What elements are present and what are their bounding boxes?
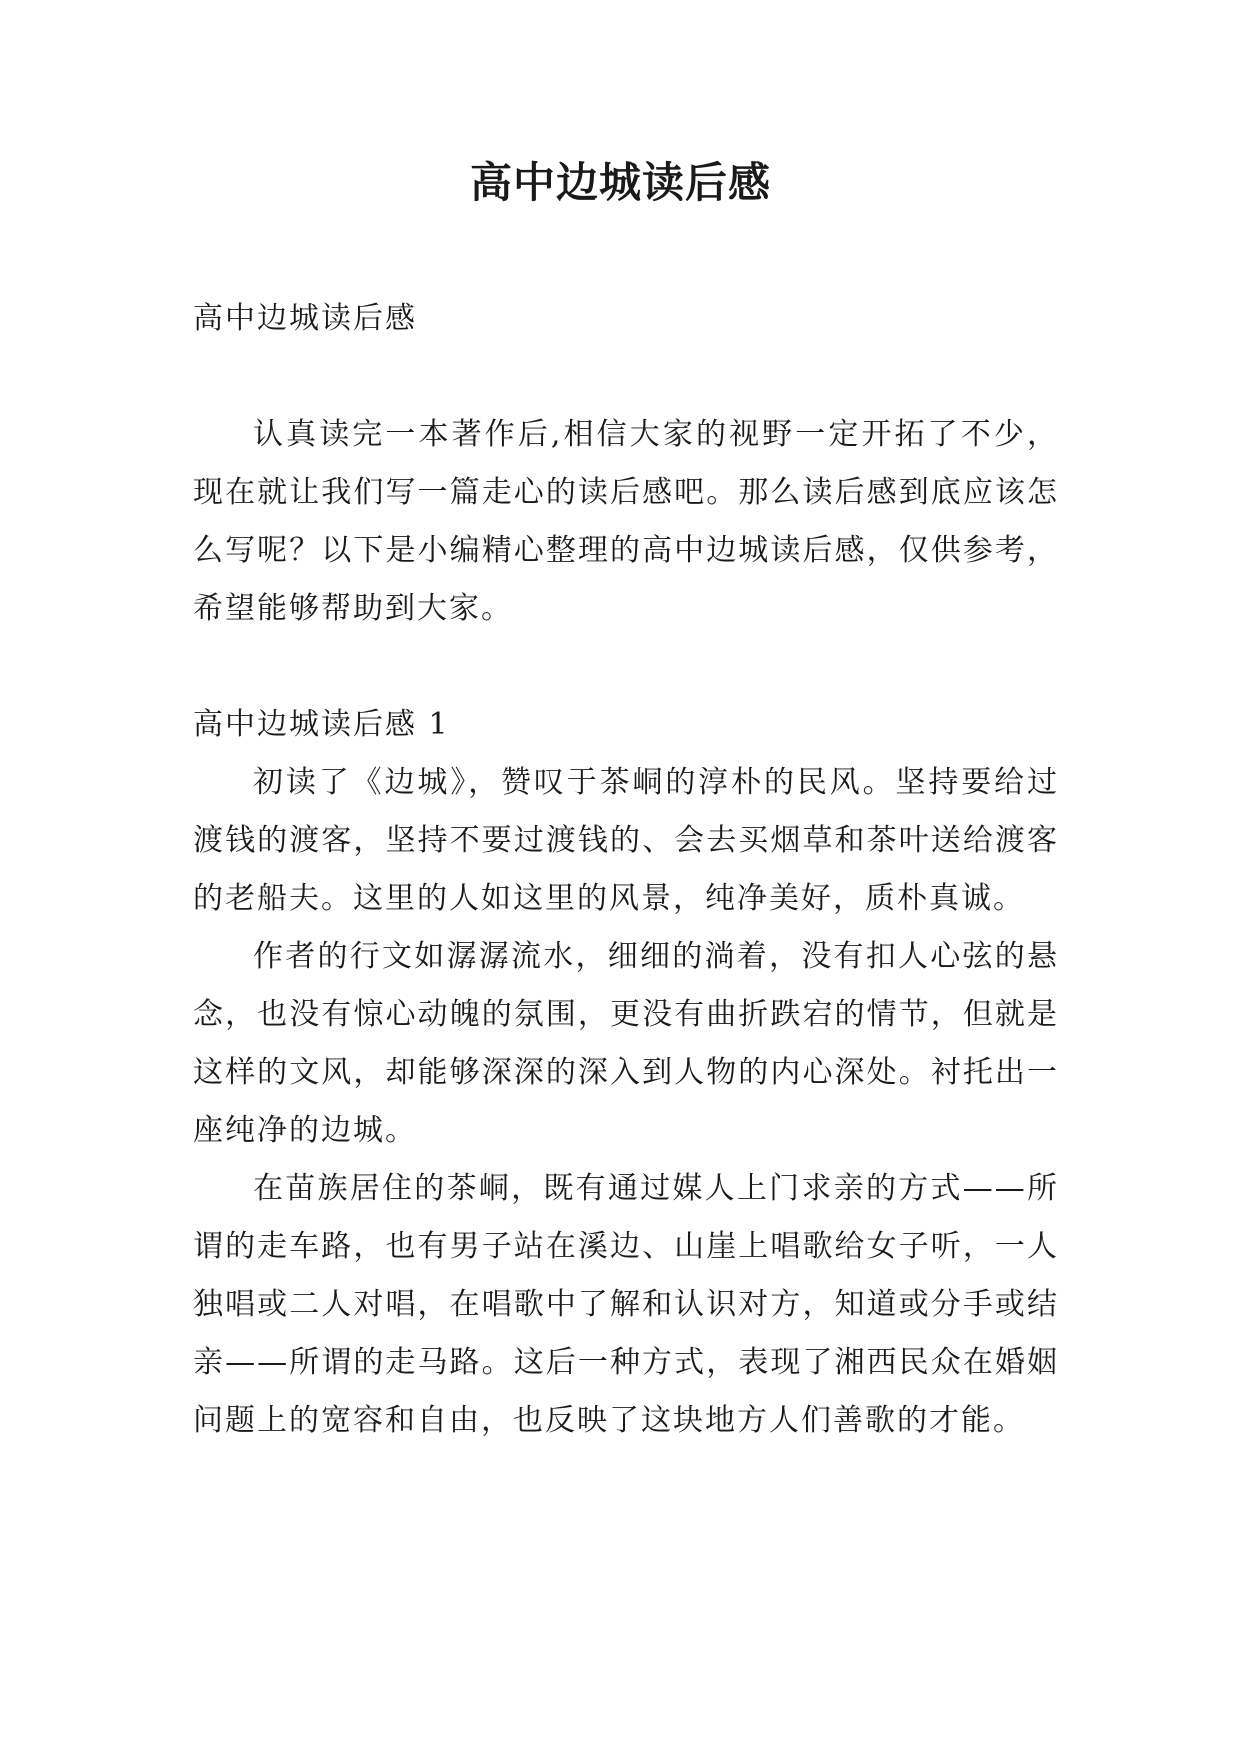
section-heading: 高中边城读后感 1: [193, 707, 450, 742]
intro-paragraph: 认真读完一本著作后,相信大家的视野一定开拓了不少，现在就让我们写一篇走心的读后感吧。那么读后感到底应该怎么写呢？以下是小编精心整理的高中边城读后感，仅供参考，希望能够帮助到大家。: [193, 417, 1059, 626]
body-paragraph-1: 初读了《边城》，赞叹于茶峒的淳朴的民风。坚持要给过渡钱的渡客，坚持不要过渡钱的、会去买烟草和茶叶送给渡客的老船夫。这里的人如这里的风景，纯净美好，质朴真诚。: [193, 765, 1059, 916]
spacer: [193, 638, 1059, 696]
spacer: [193, 348, 1059, 406]
document-title: 高中边城读后感: [469, 158, 771, 207]
body-paragraph-3: 在苗族居住的茶峒，既有通过媒人上门求亲的方式——所谓的走车路，也有男子站在溪边、山崖上唱歌给女子听，一人独唱或二人对唱，在唱歌中了解和认识对方，知道或分手或结亲——所谓的走马路。这后一种方式，表现了湘西民众在婚姻问题上的宽容和自由，也反映了这块地方人们善歌的才能。: [193, 1171, 1059, 1438]
document-subtitle: 高中边城读后感: [193, 301, 417, 336]
body-paragraph-2: 作者的行文如潺潺流水，细细的淌着，没有扣人心弦的悬念，也没有惊心动魄的氛围，更没有曲折跌宕的情节，但就是这样的文风，却能够深深的深入到人物的内心深处。衬托出一座纯净的边城。: [193, 939, 1059, 1148]
document-body: [193, 290, 1059, 1450]
